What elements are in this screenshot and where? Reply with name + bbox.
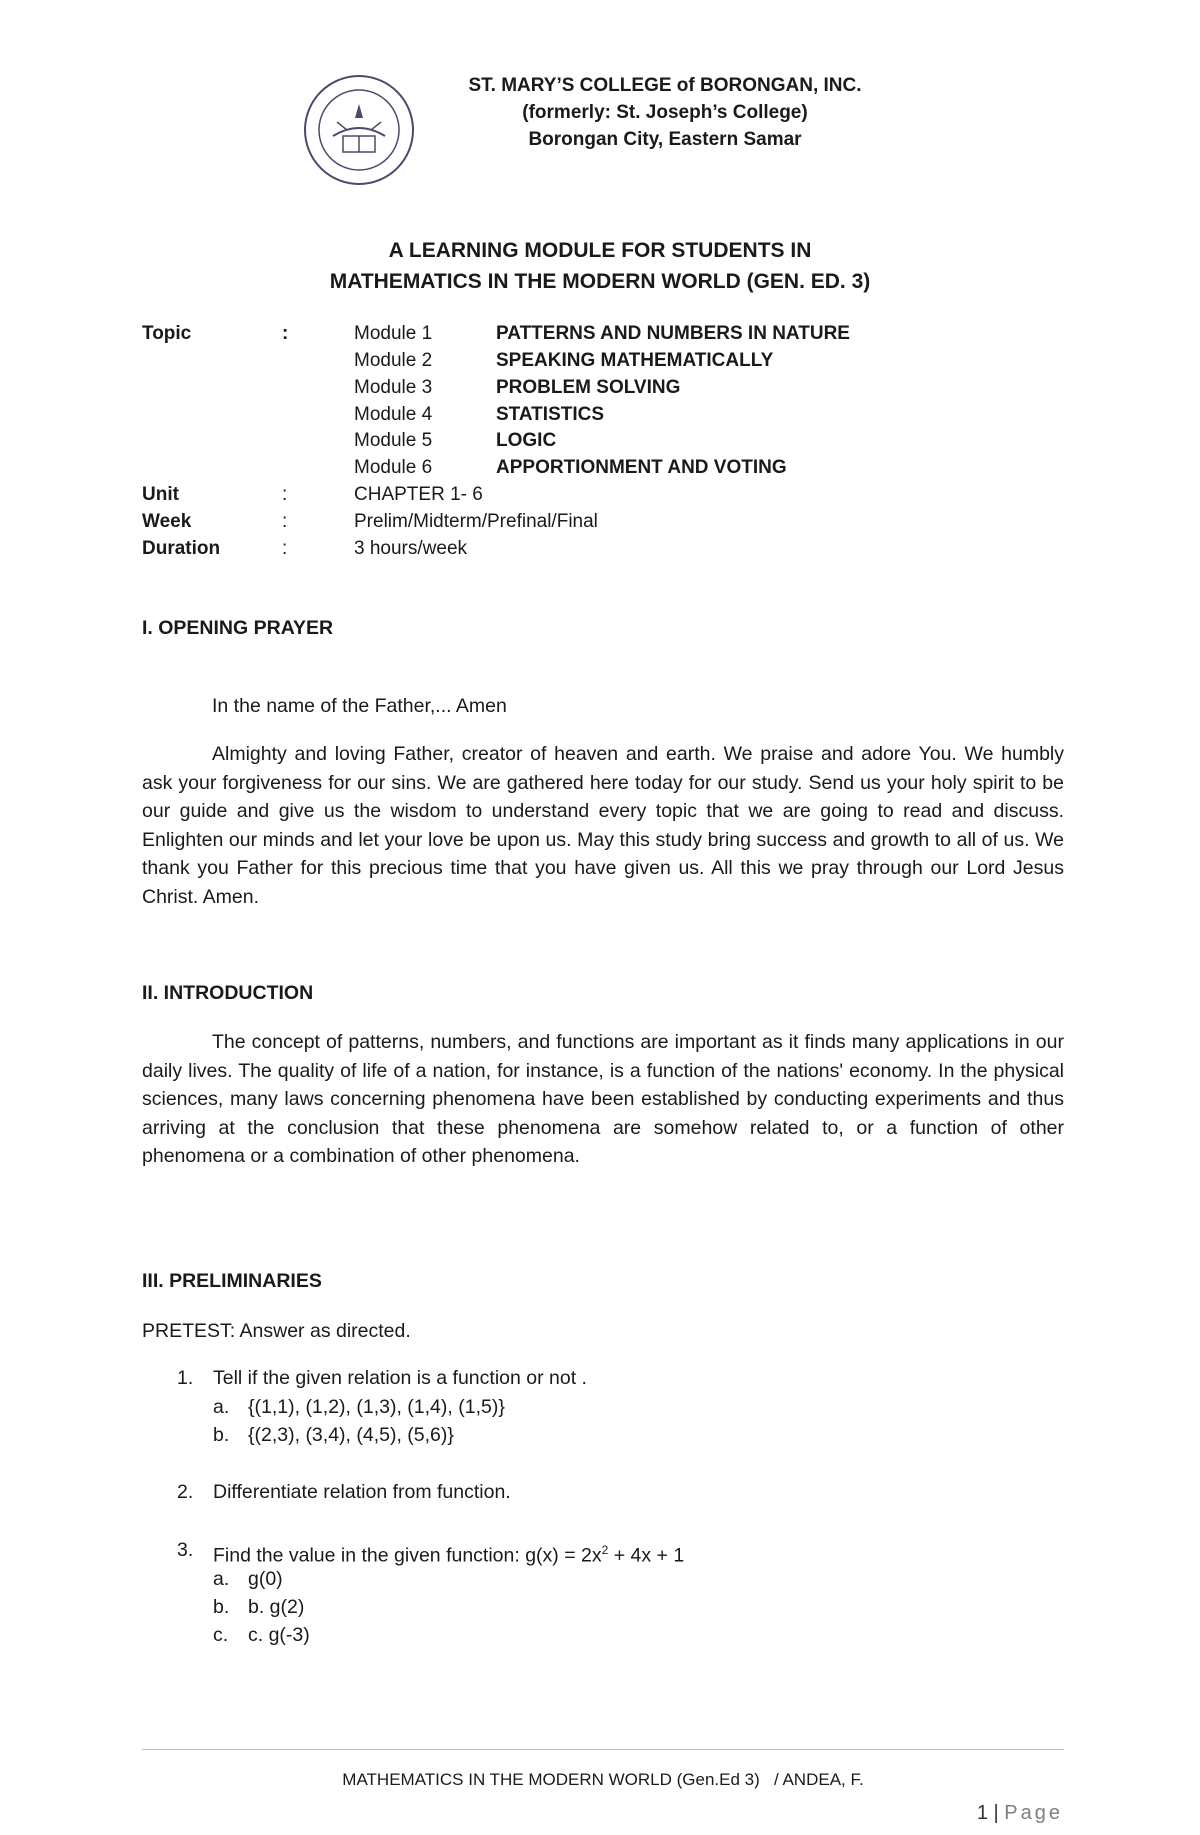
week-value: Prelim/Midterm/Prefinal/Final: [354, 511, 598, 532]
question-3a-label: a.: [213, 1568, 230, 1590]
module-1-number: Module 1: [354, 323, 433, 344]
module-title-line-1: A LEARNING MODULE FOR STUDENTS IN: [388, 239, 812, 262]
school-former-name: (formerly: St. Joseph’s College): [522, 102, 808, 123]
page-number-word: Page: [1004, 1802, 1063, 1824]
unit-colon: :: [282, 484, 288, 505]
school-header: [440, 72, 890, 153]
footer-divider: [142, 1749, 1064, 1750]
question-2-text: Differentiate relation from function.: [213, 1481, 511, 1503]
question-3c-text: c. g(-3): [248, 1624, 310, 1646]
page-number-separator: |: [993, 1802, 999, 1824]
section-heading-opening-prayer: I. OPENING PRAYER: [142, 617, 334, 639]
module-2-number: Module 2: [354, 350, 433, 371]
question-3-text-main: Find the value in the given function: g(x) = 2x: [213, 1544, 602, 1567]
week-label: Week: [142, 511, 192, 532]
question-2-number: 2.: [177, 1481, 194, 1503]
topic-colon: :: [282, 323, 289, 344]
unit-label: Unit: [142, 484, 179, 505]
module-5-number: Module 5: [354, 430, 433, 451]
question-1-text: Tell if the given relation is a function or not .: [213, 1367, 587, 1389]
section-heading-preliminaries: III. PRELIMINARIES: [142, 1270, 322, 1292]
pretest-instruction: PRETEST: Answer as directed.: [142, 1320, 411, 1342]
footer-text: MATHEMATICS IN THE MODERN WORLD (Gen.Ed 3) / ANDEA, F.: [342, 1770, 864, 1789]
question-3-exponent: 2: [601, 1543, 609, 1557]
section-heading-introduction: II. INTRODUCTION: [142, 982, 314, 1004]
question-3-text: [213, 1536, 684, 1570]
duration-label: Duration: [142, 538, 221, 559]
question-3-number: 3.: [177, 1539, 194, 1561]
page-number-value: 1: [976, 1802, 988, 1824]
question-1a-text: {(1,1), (1,2), (1,3), (1,4), (1,5)}: [248, 1396, 505, 1418]
module-title: [140, 235, 1060, 297]
duration-colon: :: [282, 538, 288, 559]
duration-value: 3 hours/week: [354, 538, 468, 559]
introduction-paragraph: [142, 1028, 1064, 1171]
module-6-name: APPORTIONMENT AND VOTING: [496, 457, 787, 478]
topic-label: Topic: [142, 323, 192, 344]
question-3c-label: c.: [213, 1624, 229, 1646]
question-3-text-tail: + 4x + 1: [608, 1544, 685, 1567]
prayer-paragraph: [142, 740, 1064, 912]
question-1b-label: b.: [213, 1424, 230, 1446]
school-location: Borongan City, Eastern Samar: [528, 129, 802, 150]
school-name: ST. MARY’S COLLEGE of BORONGAN, INC.: [468, 75, 862, 96]
introduction-body: The concept of patterns, numbers, and functions are important as it finds many applications in our daily lives. The quality of life of a nation, for instance, is a function of the nations' economy. In the physical sciences, many laws concerning phenomena have been established by conducting experiments and thus arriving at the conclusion that these phenomena are somehow related to, or a function of other phenomena or a combination of other phenomena.: [142, 1031, 1064, 1168]
module-5-name: LOGIC: [496, 430, 557, 451]
prayer-opening-line: In the name of the Father,... Amen: [212, 695, 507, 717]
module-4-name: STATISTICS: [496, 404, 605, 425]
question-3b-text: b. g(2): [248, 1596, 305, 1618]
module-3-number: Module 3: [354, 377, 433, 398]
question-1-number: 1.: [177, 1367, 194, 1389]
module-3-name: PROBLEM SOLVING: [496, 377, 681, 398]
module-title-line-2: MATHEMATICS IN THE MODERN WORLD (GEN. ED. 3): [329, 270, 871, 293]
week-colon: :: [282, 511, 288, 532]
page-number: [977, 1802, 1063, 1825]
college-seal-logo: [303, 74, 415, 186]
module-1-name: PATTERNS AND NUMBERS IN NATURE: [496, 323, 850, 344]
question-3b-label: b.: [213, 1596, 230, 1618]
unit-value: CHAPTER 1- 6: [354, 484, 483, 505]
question-1b-text: {(2,3), (3,4), (4,5), (5,6)}: [248, 1424, 454, 1446]
module-4-number: Module 4: [354, 404, 433, 425]
module-2-name: SPEAKING MATHEMATICALLY: [496, 350, 774, 371]
module-6-number: Module 6: [354, 457, 433, 478]
question-1a-label: a.: [213, 1396, 230, 1418]
prayer-body: Almighty and loving Father, creator of heaven and earth. We praise and adore You. We humbly ask your forgiveness for our sins. We are gathered here today for our study. Send us your holy spirit to be our guide and give us the wisdom to understand every topic that we are going to read and discuss. Enlighten our minds and let your love be upon us. May this study bring success and growth to all of us. We thank you Father for this precious time that you have given us. All this we pray through our Lord Jesus Christ. Amen.: [142, 743, 1064, 908]
question-3a-text: g(0): [248, 1568, 283, 1590]
